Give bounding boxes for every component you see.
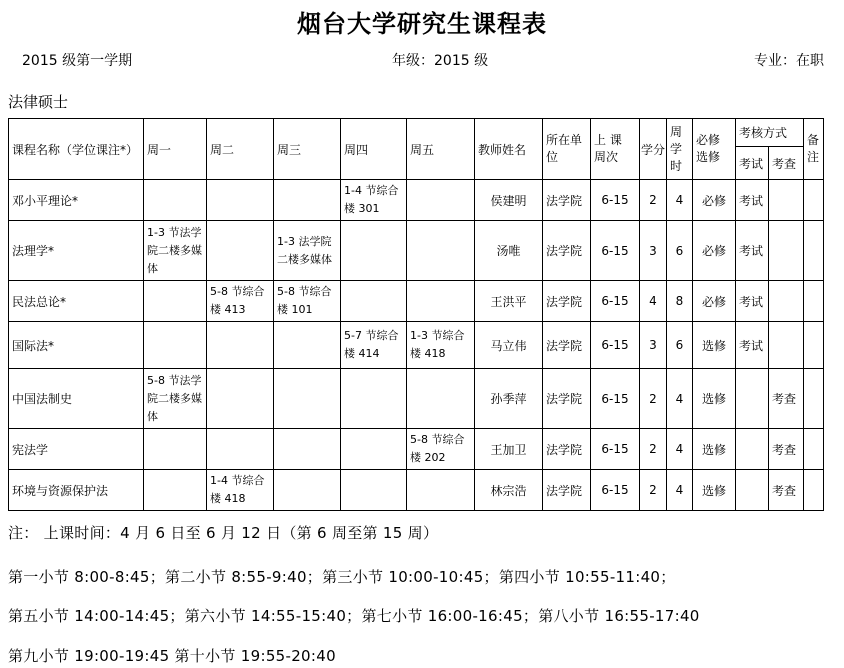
- cell-tue: 1-4 节综合楼 418: [207, 470, 274, 511]
- cell-tue: [207, 221, 274, 281]
- cell-fri: [407, 221, 475, 281]
- schedule-table: [8, 118, 824, 511]
- cell-wed: 1-3 法学院二楼多媒体: [274, 221, 341, 281]
- cell-unit: 法学院: [543, 429, 591, 470]
- cell-teacher: 孙季萍: [475, 369, 543, 429]
- header-check: 考查: [769, 147, 804, 180]
- cell-weeks: 6-15: [591, 221, 640, 281]
- table-row: [9, 429, 824, 470]
- cell-remark: [804, 322, 824, 369]
- cell-check: 考查: [769, 429, 804, 470]
- cell-exam: 考试: [736, 221, 769, 281]
- cell-exam: [736, 470, 769, 511]
- cell-type: 必修: [693, 180, 736, 221]
- cell-type: 选修: [693, 429, 736, 470]
- cell-tue: 5-8 节综合楼 413: [207, 281, 274, 322]
- header-exam: 考试: [736, 147, 769, 180]
- cell-unit: 法学院: [543, 322, 591, 369]
- cell-wed: [274, 180, 341, 221]
- cell-course: 环境与资源保护法: [9, 470, 144, 511]
- cell-remark: [804, 281, 824, 322]
- header-mon: 周一: [144, 119, 207, 180]
- cell-tue: [207, 180, 274, 221]
- table-row: [9, 180, 824, 221]
- cell-course: 中国法制史: [9, 369, 144, 429]
- note-times-2: 第五小节 14:00-14:45；第六小节 14:55-15:40；第七小节 16:00-16:45；第八小节 16:55-17:40: [8, 607, 700, 625]
- cell-fri: 5-8 节综合楼 202: [407, 429, 475, 470]
- cell-hours: 4: [667, 180, 693, 221]
- cell-unit: 法学院: [543, 180, 591, 221]
- cell-teacher: 王加卫: [475, 429, 543, 470]
- table-row: [9, 322, 824, 369]
- header-thu: 周四: [341, 119, 407, 180]
- header-teacher: 教师姓名: [475, 119, 543, 180]
- cell-weeks: 6-15: [591, 180, 640, 221]
- cell-type: 必修: [693, 281, 736, 322]
- cell-course: 邓小平理论*: [9, 180, 144, 221]
- header-tue: 周二: [207, 119, 274, 180]
- cell-unit: 法学院: [543, 470, 591, 511]
- cell-hours: 6: [667, 322, 693, 369]
- cell-weeks: 6-15: [591, 322, 640, 369]
- cell-type: 选修: [693, 322, 736, 369]
- cell-thu: [341, 470, 407, 511]
- cell-thu: [341, 369, 407, 429]
- cell-remark: [804, 180, 824, 221]
- cell-unit: 法学院: [543, 281, 591, 322]
- cell-credits: 3: [640, 322, 667, 369]
- cell-wed: [274, 322, 341, 369]
- cell-wed: [274, 429, 341, 470]
- cell-credits: 2: [640, 470, 667, 511]
- cell-mon: 1-3 节法学院二楼多媒体: [144, 221, 207, 281]
- cell-wed: [274, 470, 341, 511]
- header-course: 课程名称（学位课注*）: [9, 119, 144, 180]
- cell-thu: 1-4 节综合楼 301: [341, 180, 407, 221]
- cell-wed: [274, 369, 341, 429]
- cell-fri: 1-3 节综合楼 418: [407, 322, 475, 369]
- cell-credits: 4: [640, 281, 667, 322]
- cell-type: 必修: [693, 221, 736, 281]
- cell-mon: [144, 470, 207, 511]
- cell-weeks: 6-15: [591, 429, 640, 470]
- cell-thu: [341, 221, 407, 281]
- header-fri: 周五: [407, 119, 475, 180]
- cell-check: [769, 322, 804, 369]
- cell-weeks: 6-15: [591, 281, 640, 322]
- cell-weeks: 6-15: [591, 369, 640, 429]
- note-times-3: 第九小节 19:00-19:45 第十小节 19:55-20:40: [8, 647, 336, 665]
- cell-weeks: 6-15: [591, 470, 640, 511]
- header-credits: 学分: [640, 119, 667, 180]
- cell-mon: [144, 322, 207, 369]
- cell-remark: [804, 429, 824, 470]
- cell-exam: 考试: [736, 281, 769, 322]
- table-row: [9, 281, 824, 322]
- header-unit: 所在单位: [543, 119, 591, 180]
- cell-hours: 4: [667, 369, 693, 429]
- cell-wed: 5-8 节综合楼 101: [274, 281, 341, 322]
- page-title: 烟台大学研究生课程表: [297, 10, 547, 38]
- cell-tue: [207, 429, 274, 470]
- cell-fri: [407, 470, 475, 511]
- cell-thu: 5-7 节综合楼 414: [341, 322, 407, 369]
- cell-credits: 2: [640, 180, 667, 221]
- cell-unit: 法学院: [543, 221, 591, 281]
- cell-mon: [144, 281, 207, 322]
- cell-thu: [341, 429, 407, 470]
- cell-remark: [804, 470, 824, 511]
- cell-mon: [144, 180, 207, 221]
- cell-teacher: 汤唯: [475, 221, 543, 281]
- table-header-row: [9, 119, 824, 147]
- cell-mon: [144, 429, 207, 470]
- cell-type: 选修: [693, 470, 736, 511]
- cell-remark: [804, 221, 824, 281]
- major-label: 专业：在职: [754, 53, 824, 69]
- cell-mon: 5-8 节法学院二楼多媒体: [144, 369, 207, 429]
- header-wed: 周三: [274, 119, 341, 180]
- cell-hours: 4: [667, 470, 693, 511]
- cell-credits: 3: [640, 221, 667, 281]
- cell-remark: [804, 369, 824, 429]
- cell-exam: 考试: [736, 180, 769, 221]
- cell-fri: [407, 180, 475, 221]
- cell-check: [769, 281, 804, 322]
- table-row: [9, 221, 824, 281]
- cell-hours: 6: [667, 221, 693, 281]
- header-remark: 备注: [804, 119, 824, 180]
- header-exam-method: 考核方式: [736, 119, 804, 147]
- header-hours: 周学时: [667, 119, 693, 180]
- cell-fri: [407, 369, 475, 429]
- cell-exam: [736, 369, 769, 429]
- cell-tue: [207, 322, 274, 369]
- cell-exam: 考试: [736, 322, 769, 369]
- cell-check: 考查: [769, 470, 804, 511]
- cell-exam: [736, 429, 769, 470]
- cell-type: 选修: [693, 369, 736, 429]
- header-type: 必修 选修: [693, 119, 736, 180]
- cell-course: 宪法学: [9, 429, 144, 470]
- cell-check: 考查: [769, 369, 804, 429]
- header-weeks: 上 课 周次: [591, 119, 640, 180]
- cell-fri: [407, 281, 475, 322]
- cell-teacher: 王洪平: [475, 281, 543, 322]
- cell-teacher: 马立伟: [475, 322, 543, 369]
- note-period: 注： 上课时间：4 月 6 日至 6 月 12 日（第 6 周至第 15 周）: [8, 524, 439, 542]
- cell-course: 法理学*: [9, 221, 144, 281]
- cell-teacher: 侯建明: [475, 180, 543, 221]
- note-times-1: 第一小节 8:00-8:45；第二小节 8:55-9:40；第三小节 10:00-10:45；第四小节 10:55-11:40；: [8, 568, 676, 586]
- table-body: [9, 180, 824, 511]
- cell-check: [769, 221, 804, 281]
- cell-thu: [341, 281, 407, 322]
- cell-tue: [207, 369, 274, 429]
- semester-label: 2015 级第一学期: [22, 53, 133, 69]
- cell-hours: 4: [667, 429, 693, 470]
- cell-teacher: 林宗浩: [475, 470, 543, 511]
- cell-unit: 法学院: [543, 369, 591, 429]
- cell-credits: 2: [640, 369, 667, 429]
- cell-hours: 8: [667, 281, 693, 322]
- cell-course: 国际法*: [9, 322, 144, 369]
- cell-credits: 2: [640, 429, 667, 470]
- program-label: 法律硕士: [8, 93, 69, 111]
- table-row: [9, 470, 824, 511]
- cell-course: 民法总论*: [9, 281, 144, 322]
- table-row: [9, 369, 824, 429]
- grade-label: 年级：2015 级: [392, 53, 489, 69]
- cell-check: [769, 180, 804, 221]
